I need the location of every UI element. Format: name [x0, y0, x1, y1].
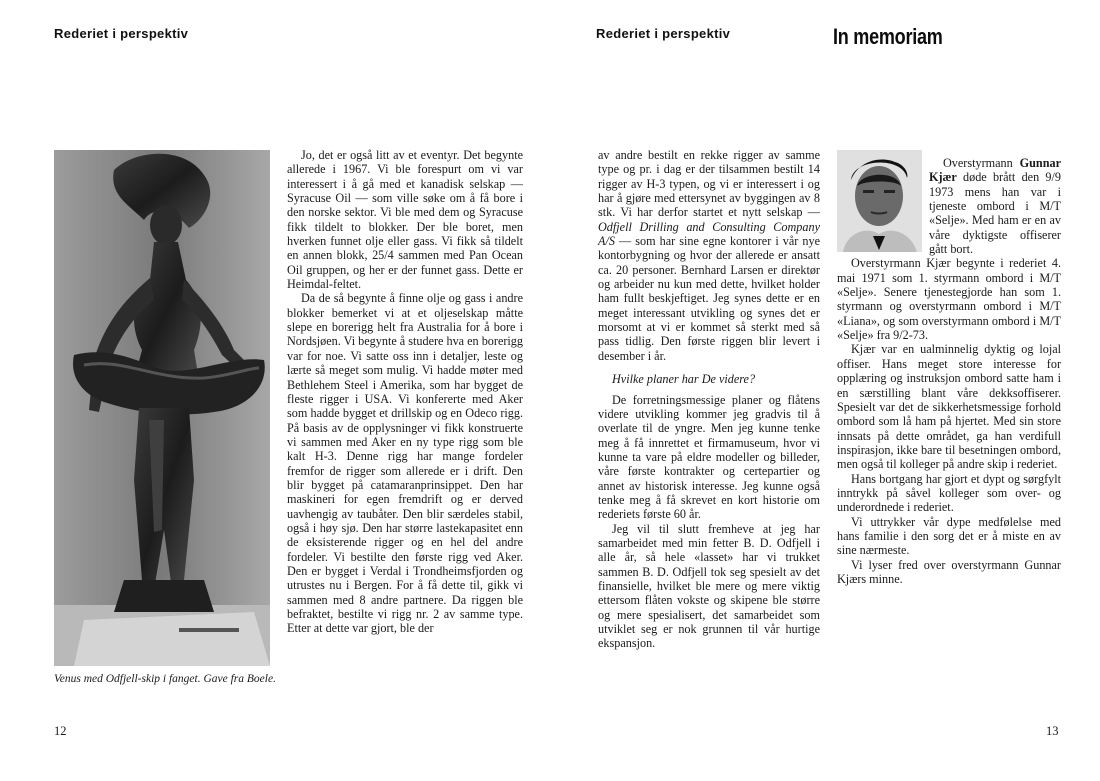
running-head: Rederiet i perspektiv — [596, 26, 731, 41]
article-paragraph — [598, 148, 820, 363]
memoriam-paragraph: Kjær var en ualminnelig dyktig og lojal offiser. Hans meget store interesse for opplæring og instruksjon ombord satte ham i en særstilling blant våre dekksoffiserer. Spesielt var det de sikkerhetsmessige forhold ombord som lå ham på hjertet. Med sin store innsats på dette området, ga han verdifull inspirasjon, ikke bare til besetningen ombord, men også til kolleger på andre skip i rederiet. — [837, 342, 1061, 472]
memoriam-paragraph: Vi uttrykker vår dype medfølelse med hans familie i den sorg det er å miste en av sine nærmeste. — [837, 514, 1061, 558]
memoriam-paragraph: Overstyrmann Kjær begynte i rederiet 4. mai 1971 som 1. styrmann ombord i M/T «Selje». Senere tjenestegjorde han som 1. styrmann og overstyrmann ombord i M/T «Liana», og som overstyrmann ombord i M/T «Selje» fra 9/2-73. — [837, 256, 1061, 343]
photo-caption: Venus med Odfjell-skip i fanget. Gave fra Boele. — [54, 673, 276, 685]
running-head: Rederiet i perspektiv — [54, 26, 189, 41]
interview-question: Hvilke planer har De videre? — [612, 372, 756, 387]
article-column-1 — [287, 148, 523, 636]
memoriam-paragraph: Vi lyser fred over overstyrmann Gunnar Kjærs minne. — [837, 557, 1061, 586]
page-number: 13 — [1046, 724, 1059, 738]
sculpture-illustration — [54, 150, 270, 666]
memoriam-paragraph — [929, 156, 1061, 256]
article-column-2 — [598, 148, 820, 651]
memoriam-text: døde brått den 9/9 1973 mens han var i tjeneste ombord i M/T «Selje». Med ham er en av våre dyktigste offiserer gått bort. — [929, 170, 1061, 257]
page-number: 12 — [54, 724, 67, 738]
sculpture-photo — [54, 150, 270, 666]
memoriam-column — [837, 156, 1061, 586]
article-paragraph: Da de så begynte å finne olje og gass i andre blokker bemerket vi at et oljeselskap måtte slepe en borerigg helt fra Australia for å bore i Nordsjøen. Vi begynte å studere hva en borerigg var for noe. Vi satte oss inn i detaljer, leste og lærte så meget som mulig. Vi hadde møter med Bethlehem Steel i Amerika, som har bygget de fleste rigger i USA. Vi konfererte med Aker som hadde bygget et drillskip og en Odeco rigg. På basis av de opplysninger vi fikk konstruerte vi sammen med Aker en ny type rigg som ble kalt H-3. Denne rigg har mange fordeler fremfor de rigger som allerede er i drift. Den blir bygget på catamaranprinsippet. Den har maskineri for egen fremdrift og er derved uavhengig av taubåter. Den blir særdeles stabil, også i høy sjø. Den har større lastekapasitet enn de eksisterende rigger og en hel del andre fordeler. Vi bestilte den første rigg ved Aker. Den er bygget i Verdal i Trondheimsfjorden og utrustes nu i Bergen. For å få dette til, gikk vi sammen med 8 andre partnere. Da riggen ble befraktet, bestilte vi rigg nr. 2 av samme type. Etter at dette var gjort, ble der — [287, 291, 523, 636]
memoriam-text: Overstyrmann — [943, 156, 1013, 170]
company-name: Odfjell Drilling and Consulting Company A/S — [598, 219, 820, 249]
article-text: av andre bestilt en rekke rigger av samme type og pr. i dag er der tilsammen bestilt 14 rigger av H-3 typen, og vi er interessert i og har å gjøre med ettersynet av byggingen av 8 stk. Vi har derfor startet et nytt selskap — — [598, 148, 820, 220]
article-paragraph: Jeg vil til slutt fremheve at jeg har samarbeidet med min fetter B. D. Odfjell i alle år, så hele «lasset» har vi trukket sammen B. D. Odfjell tok seg spesielt av det finansielle, hvilket ble mere og mere viktig ettersom flåten vokste og skipene ble større og mere spesialisert, det samarbeidet som utviklet seg er nok grunnen til vår hurtige ekspansjon. — [598, 521, 820, 651]
article-paragraph: Jo, det er også litt av et eventyr. Det begynte allerede i 1967. Vi ble forespurt om vi var interessert i å gå med et kanadisk selskap — Syracuse Oil — som ville søke om å få bore i den norske sektor. Vi ble med dem og Syracuse fikk tildelt to blokker. Der ble boret, men hverken funnet olje eller gass. Vi fikk så tildelt en annen blokk, 25/4 sammen med Pan Ocean Oil gruppen, og her er der funnet gass. Dette er Heimdal-feltet. — [287, 148, 523, 292]
memoriam-title: In memoriam — [833, 24, 943, 49]
deceased-name: Gunnar Kjær — [929, 156, 1061, 185]
memoriam-paragraph: Hans bortgang har gjort et dypt og sørgfylt inntrykk på såvel kolleger som over- og underordnede i rederiet. — [837, 471, 1061, 515]
article-paragraph: De forretningsmessige planer og flåtens videre utvikling kommer jeg gradvis til å overlate til de yngre. Men jeg kunne tenke meg å få innrettet et firmamuseum, hvor vi kunne ta vare på eldre modeller og billeder, våre første kontrakter og certepartier og annet av historisk interesse. Jeg kunne også tenke meg å få skrevet en kort historie om rederiets første 60 år. — [598, 392, 820, 522]
article-text: — som har sine egne kontorer i vår nye kontorbygning og hvor der allerede er ansatt ca. 20 personer. Bernhard Larsen er direktør og arbeider nu kun med dette, hvilket holder ham fullt beskjeftiget. Jeg synes dette er en meget interessant utvikling og synes det er morsomt at vi er kommet så sterkt med så pass tidlig. Den første riggen blir levert i desember i år. — [598, 234, 820, 363]
right-page — [550, 0, 1100, 781]
